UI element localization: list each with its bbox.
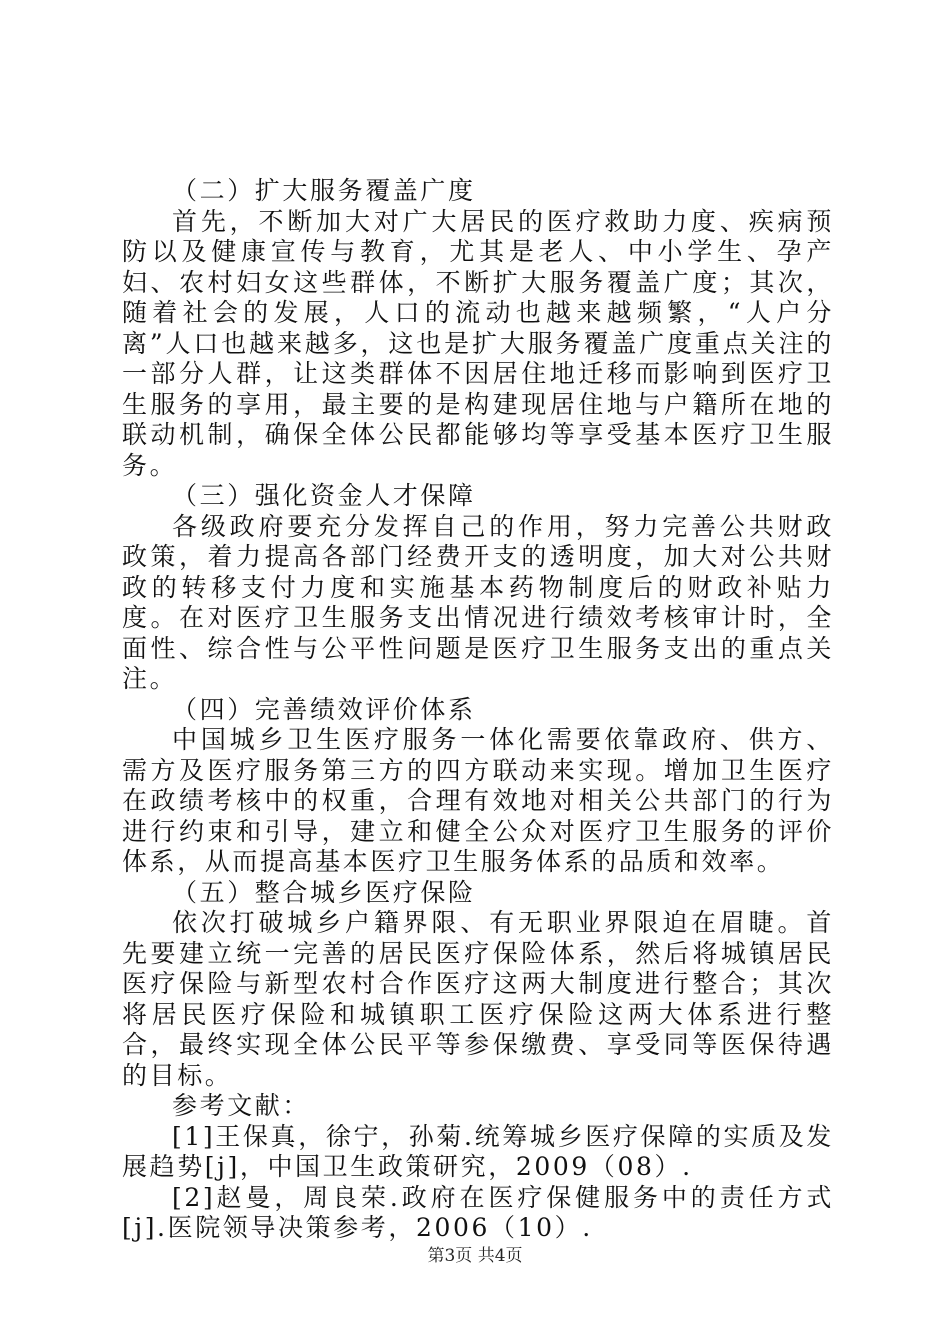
section-heading-5: （五）整合城乡医疗保险 <box>172 877 476 907</box>
section-paragraph-4: 中国城乡卫生医疗服务一体化需要依靠政府、供方、需方及医疗服务第三方的四方联动来实现。增加卫生医疗在政绩考核中的权重，合理有效地对相关公共部门的行为进行约束和引导，建立和健全公众对医疗卫生服务的评价体系，从而提高基本医疗卫生服务体系的品质和效率。 <box>122 725 834 876</box>
section-heading-4: （四）完善绩效评价体系 <box>172 694 476 724</box>
section-paragraph-3: 各级政府要充分发挥自己的作用，努力完善公共财政政策，着力提高各部门经费开支的透明度，加大对公共财政的转移支付力度和实施基本药物制度后的财政补贴力度。在对医疗卫生服务支出情况进行绩效考核审计时，全面性、综合性与公平性问题是医疗卫生服务支出的重点关注。 <box>122 511 834 693</box>
section-heading-2: （二）扩大服务覆盖广度 <box>172 176 476 205</box>
section-paragraph-2: 首先，不断加大对广大居民的医疗救助力度、疾病预防以及健康宣传与教育，尤其是老人、中小学生、孕产妇、农村妇女这些群体，不断扩大服务覆盖广度；其次，随着社会的发展，人口的流动也越来越频繁，“人户分离”人口也越来越多，这也是扩大服务覆盖广度重点关注的一部分人群，让这类群体不因居住地迁移而影响到医疗卫生服务的享用，最主要的是构建现居住地与户籍所在地的联动机制，确保全体公民都能够均等享受基本医疗卫生服务。 <box>122 206 834 480</box>
reference-item-1: [1]王保真，徐宁，孙菊.统筹城乡医疗保障的实质及发展趋势[j]，中国卫生政策研究，2009（08）. <box>122 1121 834 1181</box>
section-paragraph-5: 依次打破城乡户籍界限、有无职业界限迫在眉睫。首先要建立统一完善的居民医疗保险体系，然后将城镇居民医疗保险与新型农村合作医疗这两大制度进行整合；其次将居民医疗保险和城镇职工医疗保险这两大体系进行整合，最终实现全体公民平等参保缴费、享受同等医保待遇的目标。 <box>122 908 834 1090</box>
section-heading-3: （三）强化资金人才保障 <box>172 481 476 510</box>
references-title: 参考文献： <box>172 1091 311 1120</box>
document-body <box>122 176 834 1244</box>
page-footer <box>0 1241 950 1266</box>
reference-item-2: [2]赵曼，周良荣.政府在医疗保健服务中的责任方式[j].医院领导决策参考，2006（10）. <box>122 1182 834 1242</box>
page-number: 第3页 共4页 <box>427 1246 523 1266</box>
